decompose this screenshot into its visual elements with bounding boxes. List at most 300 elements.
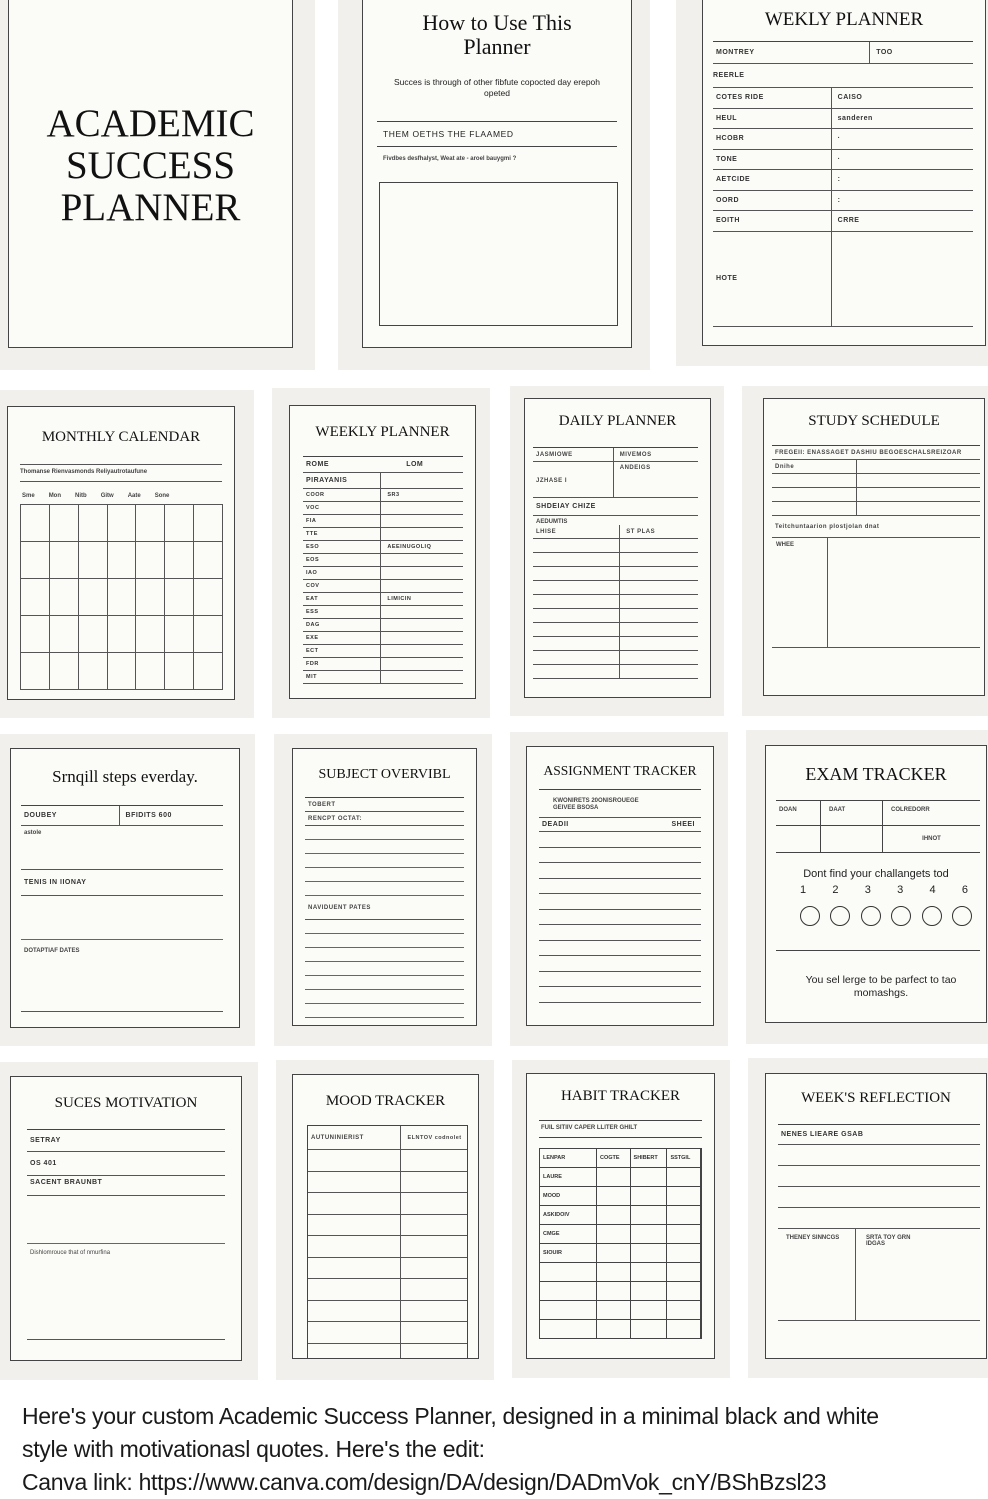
- blank-line[interactable]: [778, 1187, 980, 1208]
- blank-line[interactable]: [539, 863, 701, 879]
- row-value: LIMICIN: [387, 596, 412, 602]
- calendar-cell[interactable]: [194, 653, 223, 690]
- page-title: SUCES MOTIVATION: [54, 1095, 198, 1111]
- row-label: Dnihe: [775, 460, 857, 473]
- calendar-cell[interactable]: [136, 505, 165, 542]
- calendar-cell[interactable]: [79, 653, 108, 690]
- blank-line[interactable]: [308, 1236, 467, 1258]
- section-heading: SHDEIAY CHIZE: [533, 498, 698, 516]
- blank-line[interactable]: [308, 1344, 467, 1360]
- blank-line[interactable]: [533, 539, 698, 553]
- habit-cell[interactable]: [631, 1282, 668, 1301]
- blank-cell[interactable]: [536, 581, 620, 594]
- row: [303, 593, 463, 606]
- row-label: FIA: [306, 515, 381, 527]
- habit-cell[interactable]: [667, 1168, 701, 1187]
- blank-cell[interactable]: [311, 1322, 401, 1343]
- blank-cell[interactable]: [311, 1193, 401, 1214]
- day-header: Nitb: [75, 493, 87, 499]
- quote: You sel lerge to be parfect to tao momashgs.: [805, 974, 957, 999]
- habit-cell[interactable]: [631, 1206, 668, 1225]
- page-title: EXAM TRACKER: [805, 764, 947, 784]
- habit-cell[interactable]: [540, 1320, 597, 1339]
- page-title: WEKLY PLANNER: [764, 9, 924, 30]
- chat-message: [22, 1400, 982, 1499]
- calendar-cell[interactable]: [194, 542, 223, 579]
- calendar-cell[interactable]: [21, 579, 50, 616]
- blank-cell[interactable]: [311, 1215, 401, 1236]
- blank-line[interactable]: [21, 896, 223, 940]
- calendar-cell[interactable]: [108, 653, 137, 690]
- blank-cell[interactable]: [311, 1279, 401, 1300]
- habit-cell[interactable]: [597, 1225, 631, 1244]
- row-value: LOM: [406, 461, 424, 468]
- habit-cell[interactable]: [667, 1282, 701, 1301]
- blank-line[interactable]: [533, 623, 698, 637]
- calendar-cell[interactable]: [79, 616, 108, 653]
- blank-cell[interactable]: [536, 595, 620, 608]
- cell[interactable]: [821, 826, 883, 852]
- label: AEDUMTIS: [536, 519, 568, 525]
- row-label: PIRAYANIS: [306, 473, 381, 488]
- calendar-cell[interactable]: [194, 505, 223, 542]
- rating-number: 3: [864, 884, 871, 896]
- blank-line[interactable]: [305, 854, 464, 868]
- habit-tracker-page[interactable]: [526, 1073, 715, 1359]
- blank-line[interactable]: [308, 1172, 467, 1194]
- blank-line[interactable]: [305, 990, 464, 1004]
- blank-line[interactable]: [539, 972, 701, 988]
- row: [713, 170, 973, 191]
- calendar-cell[interactable]: [165, 616, 194, 653]
- blank-line[interactable]: [539, 956, 701, 972]
- habit-cell[interactable]: [631, 1301, 668, 1320]
- prompt: Dont find your challangets tod: [803, 868, 949, 880]
- study-schedule-page[interactable]: [763, 398, 985, 696]
- blank-cell[interactable]: [536, 609, 620, 622]
- blank-line[interactable]: [305, 1004, 464, 1018]
- habit-cell[interactable]: [667, 1244, 701, 1263]
- row-label: EAT: [306, 593, 381, 605]
- blank-cell[interactable]: [311, 1150, 401, 1171]
- column-label: SRTA TOY GRN IDGAS: [866, 1235, 911, 1247]
- habit-cell[interactable]: [597, 1206, 631, 1225]
- blank-cell[interactable]: [536, 623, 620, 636]
- row: [303, 645, 463, 658]
- rating-number: 2: [832, 884, 839, 896]
- habit-cell[interactable]: [597, 1244, 631, 1263]
- day-header: Aate: [127, 493, 141, 499]
- blank-line[interactable]: [305, 840, 464, 854]
- calendar-cell[interactable]: [79, 579, 108, 616]
- column-header: DOAN: [776, 801, 821, 826]
- habit-cell[interactable]: [597, 1320, 631, 1339]
- calendar-cell[interactable]: [21, 616, 50, 653]
- row: [303, 606, 463, 619]
- page-title: Srnqill steps everday.: [52, 767, 198, 786]
- calendar-cell[interactable]: [108, 505, 137, 542]
- blank-line[interactable]: [305, 868, 464, 882]
- habit-cell[interactable]: [597, 1301, 631, 1320]
- rating-number: 4: [929, 884, 936, 896]
- habit-cell[interactable]: [597, 1282, 631, 1301]
- weekly-planner-page[interactable]: [289, 405, 476, 699]
- blank-line[interactable]: [305, 948, 464, 962]
- habit-cell[interactable]: [667, 1263, 701, 1282]
- habit-cell[interactable]: [667, 1206, 701, 1225]
- row: [713, 191, 973, 212]
- blank-line[interactable]: [305, 1018, 464, 1026]
- blank-cell[interactable]: [775, 488, 857, 501]
- row: [713, 232, 973, 327]
- row-label: ESS: [306, 606, 381, 618]
- row: [303, 567, 463, 580]
- quote: Succes is through of other fibfute copocted day erepoh opeted: [393, 77, 601, 98]
- blank-line[interactable]: [308, 1279, 467, 1301]
- column-header: SSTGIL: [667, 1149, 701, 1168]
- header-row: [539, 818, 701, 832]
- calendar-cell[interactable]: [21, 505, 50, 542]
- calendar-cell[interactable]: [79, 542, 108, 579]
- day-header: Sone: [154, 493, 170, 499]
- blank-cell[interactable]: [311, 1301, 401, 1322]
- blank-line[interactable]: [308, 1193, 467, 1215]
- blank-line[interactable]: [305, 882, 464, 896]
- box-label: WHEE: [772, 538, 828, 647]
- row-label: MONTREY: [716, 42, 870, 63]
- subtitle: FUIL SITIIV CAPER LLITER GHILT: [539, 1120, 702, 1138]
- rating-circle[interactable]: [861, 906, 881, 926]
- calendar-cell[interactable]: [50, 653, 79, 690]
- row-label: JZHASE I: [536, 462, 614, 497]
- blank-line[interactable]: [772, 502, 980, 516]
- habit-name: LAURE: [540, 1168, 597, 1187]
- calendar-cell[interactable]: [108, 616, 137, 653]
- blank-line[interactable]: [305, 962, 464, 976]
- habit-name: SIOUIR: [540, 1244, 597, 1263]
- page-title: MOOD TRACKER: [325, 1093, 446, 1109]
- rating-number: 3: [897, 884, 904, 896]
- habit-cell[interactable]: [597, 1187, 631, 1206]
- row-label: OORD: [716, 191, 832, 211]
- blank-cell[interactable]: [311, 1258, 401, 1279]
- column-header: COGTE: [597, 1149, 631, 1168]
- calendar-cell[interactable]: [165, 542, 194, 579]
- row-value: AEEINUGOLIQ: [387, 544, 432, 550]
- row: [303, 541, 463, 554]
- blank-cell[interactable]: [311, 1344, 401, 1360]
- row-label: NENES LIEARE GSAB: [778, 1125, 980, 1145]
- blank-line[interactable]: [308, 1150, 467, 1172]
- subtitle: Thomanse Rienvasmonds Reliyautrotaufune: [20, 464, 222, 482]
- row-value: ·: [837, 155, 841, 163]
- blank-line[interactable]: [778, 1208, 980, 1229]
- calendar-cell[interactable]: [165, 579, 194, 616]
- blank-cell[interactable]: [311, 1236, 401, 1257]
- habit-name: CMGE: [540, 1225, 597, 1244]
- row: [533, 525, 698, 539]
- calendar-cell[interactable]: [108, 579, 137, 616]
- row-label: DOTAPTIAF DATES: [21, 940, 223, 1012]
- notes-box[interactable]: [379, 182, 618, 326]
- row-label: DAG: [306, 619, 381, 631]
- success-motivation-page[interactable]: [10, 1076, 242, 1361]
- row: [713, 150, 973, 171]
- blank-line[interactable]: [308, 1322, 467, 1344]
- calendar-cell[interactable]: [50, 579, 79, 616]
- column-label: THENEY SINNCGS: [778, 1229, 856, 1320]
- row-label: EOITH: [716, 211, 832, 231]
- row: [303, 554, 463, 567]
- blank-line[interactable]: [778, 1145, 980, 1166]
- habit-cell[interactable]: [667, 1320, 701, 1339]
- habit-cell[interactable]: [631, 1263, 668, 1282]
- blank-line[interactable]: [305, 934, 464, 948]
- row: [713, 211, 973, 232]
- column-header: SHEEI: [671, 821, 695, 828]
- blank-line[interactable]: [305, 976, 464, 990]
- row-label: OS 401: [27, 1152, 225, 1176]
- row-label: MIT: [306, 671, 381, 683]
- blank-cell[interactable]: [775, 502, 857, 515]
- calendar-cell[interactable]: [165, 505, 194, 542]
- row: [303, 619, 463, 632]
- column-header: DEADII: [542, 821, 569, 828]
- row: [713, 129, 973, 150]
- blank-line[interactable]: [772, 488, 980, 502]
- cell[interactable]: [776, 826, 821, 852]
- row-value: sanderen: [837, 114, 873, 122]
- row: [303, 658, 463, 671]
- blank-line[interactable]: [533, 665, 698, 679]
- row: [303, 457, 463, 473]
- calendar-cell[interactable]: [194, 616, 223, 653]
- page-title: WEEK'S REFLECTION: [801, 1090, 951, 1106]
- calendar-cell[interactable]: [108, 542, 137, 579]
- row-label: HOTE: [716, 232, 832, 326]
- calendar-cell[interactable]: [21, 653, 50, 690]
- row: [303, 671, 463, 684]
- row: [303, 489, 463, 502]
- row-label: EXE: [306, 632, 381, 644]
- blank-line[interactable]: [539, 910, 701, 926]
- day-header: Gitw: [100, 493, 114, 499]
- blank-line[interactable]: [539, 848, 701, 864]
- habit-cell[interactable]: [631, 1225, 668, 1244]
- row-label: ECT: [306, 645, 381, 657]
- canva-link[interactable]: Canva link: https://www.canva.com/design/DA/design/DADmVok_cnY/BShBzsl23: [22, 1469, 827, 1495]
- blank-line[interactable]: [27, 1196, 225, 1244]
- row: [303, 502, 463, 515]
- blank-line[interactable]: [533, 581, 698, 595]
- subject-overview-page[interactable]: [292, 748, 477, 1026]
- blank-cell[interactable]: [536, 637, 620, 650]
- row-value: CRRE: [837, 217, 860, 225]
- habit-cell[interactable]: [667, 1301, 701, 1320]
- row-label: COV: [306, 580, 381, 592]
- row: [303, 528, 463, 541]
- page-title: MONTHLY CALENDAR: [41, 429, 201, 445]
- blank-line[interactable]: [308, 1301, 467, 1323]
- calendar-cell[interactable]: [136, 616, 165, 653]
- blank-line[interactable]: [533, 567, 698, 581]
- blank-line[interactable]: [772, 474, 980, 488]
- calendar-cell[interactable]: [136, 579, 165, 616]
- calendar-cell[interactable]: [21, 542, 50, 579]
- row: [533, 462, 698, 498]
- blank-line[interactable]: [533, 595, 698, 609]
- how-to-page[interactable]: [362, 0, 632, 348]
- page-title: HABIT TRACKER: [560, 1088, 681, 1104]
- daily-planner-page[interactable]: [524, 398, 711, 698]
- row: [713, 42, 973, 64]
- rating-circle[interactable]: [952, 906, 972, 926]
- wekly-planner-page[interactable]: [702, 0, 986, 346]
- calendar-cell[interactable]: [194, 579, 223, 616]
- habit-cell[interactable]: [631, 1244, 668, 1263]
- habit-cell[interactable]: [631, 1320, 668, 1339]
- row-label: ESO: [306, 541, 381, 553]
- weeks-reflection-page[interactable]: [765, 1073, 987, 1359]
- row-label: AETCIDE: [716, 170, 832, 190]
- row-value: ST PLAS: [626, 528, 656, 535]
- blank-cell[interactable]: [536, 553, 620, 566]
- calendar-cell[interactable]: [165, 653, 194, 690]
- row-value: TOO: [876, 49, 893, 56]
- assignment-tracker-page[interactable]: [526, 746, 714, 1026]
- calendar-cell[interactable]: [136, 653, 165, 690]
- habit-cell[interactable]: [631, 1187, 668, 1206]
- row-label: Teitchuntaarion plostjolan dnat: [772, 516, 980, 538]
- blank-cell[interactable]: [775, 474, 857, 487]
- blank-line[interactable]: [533, 637, 698, 651]
- page-title: DAILY PLANNER: [558, 413, 677, 429]
- mood-tracker-page[interactable]: [292, 1074, 479, 1359]
- blank-line[interactable]: [308, 1258, 467, 1280]
- blank-line[interactable]: [305, 826, 464, 840]
- header-row: [308, 1126, 467, 1150]
- row-label: REERLE: [713, 64, 973, 88]
- page-title: SUBJECT OVERVIBL: [318, 767, 451, 782]
- blank-line[interactable]: [305, 920, 464, 934]
- row-label: COOR: [306, 489, 381, 501]
- page-title: WEEKLY PLANNER: [315, 424, 450, 440]
- row-label: Dishlomrouce that of nmurfina: [27, 1244, 225, 1340]
- blank-line[interactable]: [539, 941, 701, 957]
- row-value: CAISO: [837, 94, 863, 102]
- rating-circle[interactable]: [891, 906, 911, 926]
- row: [303, 473, 463, 489]
- calendar-cell[interactable]: [50, 616, 79, 653]
- rating-circle[interactable]: [922, 906, 942, 926]
- row-label: TOBERT: [305, 798, 464, 812]
- blank-cell[interactable]: [311, 1172, 401, 1193]
- row-label: IAO: [306, 567, 381, 579]
- blank-line[interactable]: [539, 894, 701, 910]
- blank-line[interactable]: [533, 553, 698, 567]
- habit-cell[interactable]: [631, 1168, 668, 1187]
- row-label: astole: [21, 826, 223, 870]
- row: [303, 580, 463, 593]
- row-value: :: [837, 196, 841, 204]
- row: [533, 448, 698, 462]
- calendar-cell[interactable]: [50, 505, 79, 542]
- page-title: How to Use This Planner: [422, 10, 572, 59]
- row-label: FDR: [306, 658, 381, 670]
- row-label: ROME: [306, 461, 329, 468]
- monthly-calendar-page[interactable]: [7, 406, 235, 700]
- row: [303, 632, 463, 645]
- habit-name: ASKIDOIV: [540, 1206, 597, 1225]
- blank-line[interactable]: [778, 1166, 980, 1187]
- column-header: ELNTOV codnolet: [407, 1134, 462, 1141]
- blank-cell[interactable]: [536, 665, 620, 678]
- habit-cell[interactable]: [597, 1168, 631, 1187]
- blank-line[interactable]: [533, 651, 698, 665]
- row-label: FREGEII: ENASSAGET DASHIU BEGOESCHALSREIZOAR: [772, 446, 980, 460]
- blank-line[interactable]: [539, 832, 701, 848]
- row: [772, 460, 980, 474]
- habit-cell[interactable]: [597, 1263, 631, 1282]
- divider: [776, 950, 980, 951]
- habit-cell[interactable]: [667, 1225, 701, 1244]
- blank-line[interactable]: [539, 879, 701, 895]
- blank-cell[interactable]: [536, 539, 620, 552]
- calendar-cell[interactable]: [79, 505, 108, 542]
- subtitle: GEIVEE BSOSA: [539, 804, 701, 818]
- blank-cell[interactable]: [536, 651, 620, 664]
- exam-tracker-page[interactable]: [765, 745, 987, 1023]
- calendar-cell[interactable]: [136, 542, 165, 579]
- blank-line[interactable]: [533, 609, 698, 623]
- day-header: Mon: [48, 493, 62, 499]
- small-steps-page[interactable]: [10, 748, 240, 1028]
- row-label: COTES RIDE: [716, 88, 832, 108]
- column-header: SHIBERT: [631, 1149, 668, 1168]
- row-label: RENCPT OCTAT:: [305, 812, 464, 826]
- page-title: ASSIGNMENT TRACKER: [543, 763, 697, 778]
- rating-number: 6: [961, 884, 968, 896]
- cover-page[interactable]: [8, 0, 293, 348]
- rating-circle[interactable]: [830, 906, 850, 926]
- row-label: EOS: [306, 554, 381, 566]
- column-header: DAAT: [821, 801, 883, 826]
- blank-line[interactable]: [539, 925, 701, 941]
- habit-cell[interactable]: [667, 1187, 701, 1206]
- section-heading: THEM OETHS THE FLAAMED: [377, 121, 617, 147]
- row: [303, 515, 463, 528]
- calendar-cell[interactable]: [50, 542, 79, 579]
- row-label: HCOBR: [716, 129, 832, 149]
- rating-circle[interactable]: [800, 906, 820, 926]
- column-header: COLREDORR: [883, 801, 980, 826]
- message-line: Here's your custom Academic Success Planner, designed in a minimal black and white: [22, 1403, 879, 1429]
- blank-cell[interactable]: [536, 567, 620, 580]
- row: [713, 88, 973, 109]
- column-header: AUTUNINIERIST: [311, 1126, 401, 1149]
- habit-cell[interactable]: [540, 1282, 597, 1301]
- habit-name: [540, 1263, 597, 1282]
- row: [21, 806, 223, 826]
- row-label: HEUL: [716, 109, 832, 129]
- cover-title: ACADEMIC SUCCESS PLANNER: [46, 102, 255, 229]
- habit-cell[interactable]: [540, 1301, 597, 1320]
- row-value: :: [837, 176, 841, 184]
- rating-number: 1: [800, 884, 807, 896]
- blank-line[interactable]: [308, 1215, 467, 1237]
- row-label: SACENT BRAUNBT: [27, 1176, 225, 1196]
- blank-line[interactable]: [539, 987, 701, 1003]
